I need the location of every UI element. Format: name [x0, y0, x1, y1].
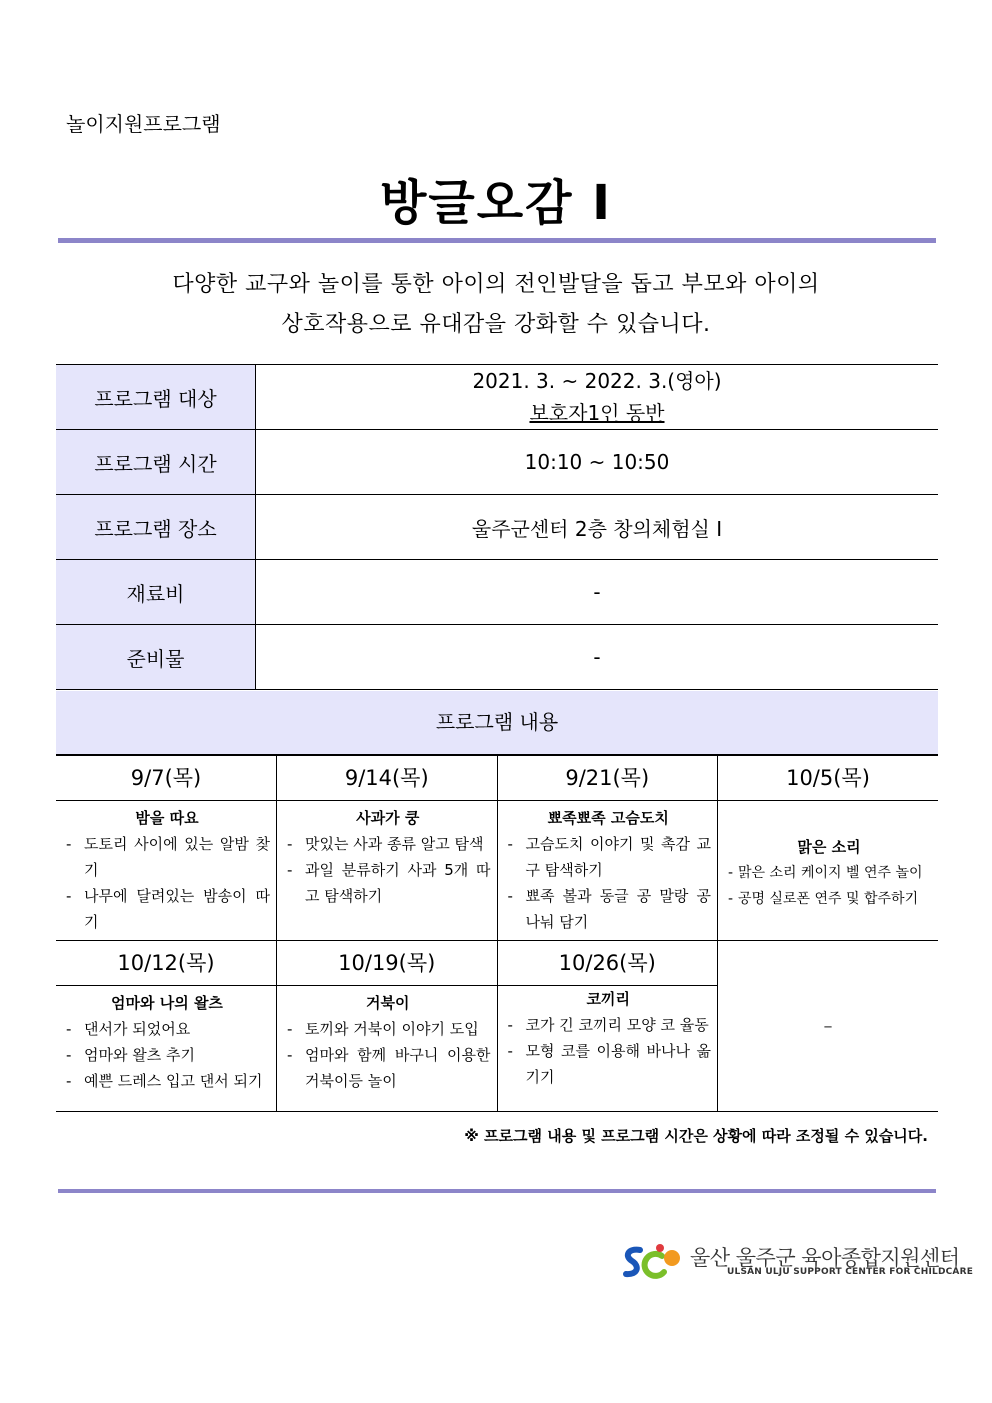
prep-value: -	[256, 625, 939, 690]
session-activity	[497, 801, 718, 941]
activity-item: - 고슴도치 이야기 및 촉감 교구 탐색하기	[506, 831, 712, 883]
activity-row-1	[56, 801, 938, 941]
fee-value: -	[256, 560, 939, 625]
prep-label: 준비물	[56, 625, 256, 690]
place-value: 울주군센터 2층 창의체험실 Ⅰ	[256, 495, 939, 560]
content-header: 프로그램 내용	[56, 691, 938, 755]
center-name-english: ULSAN ULJU SUPPORT CENTER FOR CHILDCARE	[727, 1267, 974, 1277]
center-logo-icon	[620, 1242, 686, 1282]
schedule-table	[56, 755, 938, 1112]
empty-cell: –	[718, 941, 939, 1112]
activity-item: - 맛있는 사과 종류 알고 탐색	[285, 831, 491, 857]
session-date: 10/26(목)	[497, 941, 718, 986]
schedule-notice: ※ 프로그램 내용 및 프로그램 시간은 상황에 따라 조정될 수 있습니다.	[464, 1127, 928, 1145]
time-label: 프로그램 시간	[56, 430, 256, 495]
activity-title: 거북이	[366, 994, 410, 1012]
activity-item: - 도토리 사이에 있는 알밤 찾기	[64, 831, 270, 883]
activity-title: 엄마와 나의 왈츠	[111, 994, 223, 1012]
activity-item: - 엄마와 함께 바구니 이용한 거북이등 놀이	[285, 1042, 491, 1094]
activity-item: - 공명 실로폰 연주 및 합주하기	[726, 886, 932, 912]
activity-item: - 과일 분류하기 사과 5개 따고 탐색하기	[285, 857, 491, 909]
session-date: 9/21(목)	[497, 756, 718, 801]
place-label: 프로그램 장소	[56, 495, 256, 560]
activity-item: - 뾰족 볼과 동글 공 말랑 공 나눠 담기	[506, 883, 712, 935]
activity-title: 코끼리	[586, 990, 630, 1008]
center-name-korean: 울산 울주군 육아종합지원센터	[690, 1246, 960, 1270]
top-divider	[58, 238, 936, 243]
activity-item: - 맑은 소리 케이지 벨 연주 놀이	[726, 860, 932, 886]
activity-title: 뾰족뾰족 고슴도치	[547, 809, 669, 827]
activity-item: - 엄마와 왈츠 추기	[64, 1042, 270, 1068]
info-row-target	[56, 365, 938, 430]
activity-item: - 예쁜 드레스 입고 댄서 되기	[64, 1068, 270, 1094]
activity-item: - 나무에 달려있는 밤송이 따기	[64, 883, 270, 935]
date-row-2	[56, 941, 938, 986]
session-date: 10/5(목)	[718, 756, 939, 801]
session-activity	[56, 986, 277, 1112]
session-activity	[277, 986, 498, 1112]
session-date: 10/19(목)	[277, 941, 498, 986]
session-date: 9/7(목)	[56, 756, 277, 801]
session-activity	[718, 801, 939, 941]
target-value	[256, 365, 939, 430]
bottom-divider	[58, 1189, 936, 1193]
target-period: 2021. 3. ~ 2022. 3.(영아)	[472, 369, 722, 393]
session-activity	[277, 801, 498, 941]
fee-label: 재료비	[56, 560, 256, 625]
activity-title: 밤을 따요	[135, 809, 199, 827]
date-row-1	[56, 756, 938, 801]
target-label: 프로그램 대상	[56, 365, 256, 430]
session-activity	[56, 801, 277, 941]
page-title: 방글오감 Ⅰ	[379, 175, 613, 231]
description-line-2: 상호작용으로 유대감을 강화할 수 있습니다.	[281, 312, 711, 337]
activity-item: - 코가 긴 코끼리 모양 코 율동	[506, 1012, 712, 1038]
info-row-time	[56, 430, 938, 495]
program-info-table	[56, 364, 938, 690]
session-activity	[497, 986, 718, 1112]
activity-item: - 댄서가 되었어요	[64, 1016, 270, 1042]
info-row-place	[56, 495, 938, 560]
info-row-fee	[56, 560, 938, 625]
activity-title: 사과가 쿵	[356, 809, 420, 827]
program-category: 놀이지원프로그램	[66, 112, 221, 136]
target-guardian: 보호자1인 동반	[529, 401, 665, 425]
program-description	[0, 265, 992, 345]
time-value: 10:10 ~ 10:50	[256, 430, 939, 495]
session-date: 10/12(목)	[56, 941, 277, 986]
description-line-1: 다양한 교구와 놀이를 통한 아이의 전인발달을 돕고 부모와 아이의	[172, 272, 820, 297]
info-row-prep	[56, 625, 938, 690]
activity-item: - 모형 코를 이용해 바나나 옮기기	[506, 1038, 712, 1090]
session-date: 9/14(목)	[277, 756, 498, 801]
activity-item: - 토끼와 거북이 이야기 도입	[285, 1016, 491, 1042]
activity-title: 맑은 소리	[797, 837, 861, 856]
